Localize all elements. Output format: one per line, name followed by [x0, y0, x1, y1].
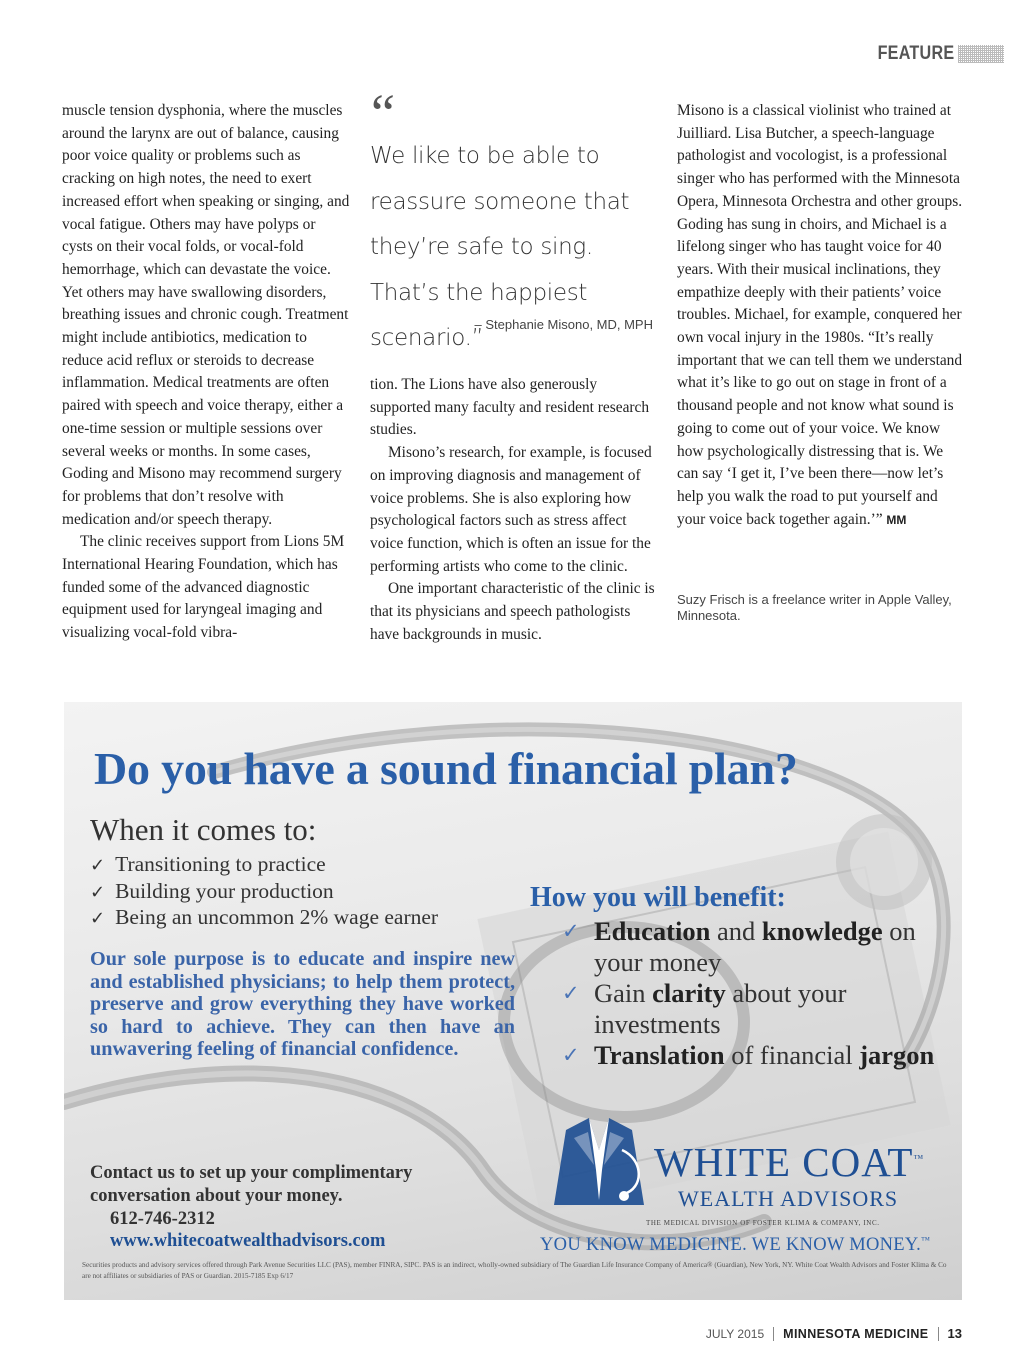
white-coat-logo-icon — [544, 1110, 654, 1220]
end-mark: MM — [886, 512, 907, 527]
paragraph-text: Misono is a classical violinist who trained at Juilliard. Lisa Butcher, a speech-language pathologist and vocologist, is a professional singer who has performed with the Minnesota Opera, Minnesota Orchestra and other groups. Goding has sung in choirs, and Michael is a lifelong singer who has taught voice for 40 years. With their musical inclinations, they empathize deeply with their patients’ voice troubles. Michael, for example, conquered her own vocal injury in the 1980s. “It’s really important that we can tell them we understand what it’s like to go out on stage in front of a thousand people and not know what sound is going to come out of your voice. We know how psychologically distressing that is. We can say ‘I get it, I’ve been there—now let’s help you walk the road to put yourself and your voice back together again.’” — [677, 102, 963, 528]
advertisement — [64, 702, 962, 1300]
benefit-bold: clarity — [652, 978, 726, 1008]
section-header — [864, 42, 1004, 66]
article-column-2 — [370, 374, 655, 646]
logo-subtitle: WEALTH ADVISORS — [678, 1186, 899, 1211]
checkmark-icon: ✓ — [562, 1043, 580, 1067]
article-column-3 — [677, 100, 967, 531]
article-column-1 — [62, 100, 350, 645]
ad-subheading: When it comes to: — [90, 812, 317, 847]
benefit-text: and — [710, 916, 762, 946]
checkmark-icon: ✓ — [90, 855, 106, 876]
paragraph: One important characteristic of the clinic is that its physicians and speech pathologists have backgrounds in music. — [370, 580, 655, 643]
contact-line: conversation about your money. — [90, 1185, 343, 1206]
ad-benefit-heading: How you will benefit: — [530, 882, 786, 913]
logo-name: WHITE COAT — [654, 1139, 914, 1185]
section-label: FEATURE — [877, 43, 954, 64]
trademark-symbol: ™ — [921, 1235, 931, 1245]
logo-wordmark — [654, 1138, 924, 1186]
benefit-bold: Education — [594, 916, 711, 946]
ad-contact-text — [90, 1162, 412, 1207]
page-number: 13 — [947, 1326, 962, 1341]
list-item-label: Building your production — [115, 878, 334, 903]
list-item-label: Transitioning to practice — [115, 852, 326, 876]
ad-disclaimer: Securities products and advisory services offered through Park Avenue Securities LLC (PAS), member FINRA, SIPC. PAS is an indirect, wholly-owned subsidiary of The Guardian Life Insurance Company of America® (Guardian), New York, NY. White Coat Wealth Advisors and Foster Klima & Co are not affiliates or subsidiaries of PAS or Guardian. 2015-7185 Exp 6/17 — [82, 1261, 947, 1280]
ad-purpose-text: Our sole purpose is to educate and inspire new and established physicians; to help them protect, preserve and grow everything they have worked so hard to achieve. They can then have an unwavering feeling of financial confidence. — [90, 948, 515, 1060]
quote-mark-icon: “ — [371, 83, 395, 143]
logo-tagline: THE MEDICAL DIVISION OF FOSTER KLIMA & COMPANY, INC. — [646, 1219, 880, 1227]
divider — [938, 1327, 939, 1341]
paragraph: muscle tension dysphonia, where the muscles around the larynx are out of balance, causing poor voice quality or problems such as cracking on high notes, the need to exert increased effort when speaking or singing, and vocal fatigue. Others may have polyps or cysts on their vocal folds, or vocal-fold hemorrhage, which can devastate the voice. Yet others may have swallowing disorders, breathing issues and chronic cough. Treatment might include antibiotics, medication to reduce acid reflux or steroids to decrease inflammation. Medical treatments are often paired with speech and voice therapy, either a one-time session or multiple sessions over several weeks or months. In some cases, Goding and Misono may recommend surgery for problems that don’t resolve with medication and/or speech therapy. — [62, 102, 350, 528]
issue-date: JULY 2015 — [705, 1326, 765, 1341]
pull-quote-attribution: – Stephanie Misono, MD, MPH — [474, 317, 653, 332]
benefit-bold: knowledge — [761, 916, 883, 946]
contact-line: Contact us to set up your complimentary — [90, 1163, 413, 1183]
trademark-symbol: ™ — [913, 1153, 925, 1165]
checkmark-icon: ✓ — [90, 908, 106, 929]
benefit-text: of financial — [724, 1040, 860, 1070]
ad-topic-list — [90, 852, 438, 932]
page-footer — [706, 1326, 962, 1341]
section-pattern-bar — [958, 45, 1004, 63]
benefit-bold: Translation — [594, 1040, 725, 1070]
benefit-bold: jargon — [859, 1040, 935, 1070]
list-item — [90, 905, 438, 932]
checkmark-icon: ✓ — [562, 981, 580, 1005]
ad-slogan — [540, 1235, 930, 1256]
benefit-text: Gain — [594, 978, 653, 1008]
benefit-text: on your money — [594, 916, 916, 977]
paragraph — [677, 100, 967, 531]
paragraph: Misono’s research, for example, is focused on improving diagnosis and management of voice problems. She is also exploring how psychological factors such as stress affect voice function, which is often an issue for the performing artists who come to the clinic. — [370, 444, 652, 575]
author-note: Suzy Frisch is a freelance writer in Apple Valley, Minnesota. — [677, 592, 952, 623]
benefit-item — [562, 916, 952, 978]
benefit-text: about your investments — [594, 978, 847, 1039]
pull-quote: We like to be able to reassure someone that they’re safe to sing. That’s the happiest scenario.” — [370, 143, 630, 351]
ad-benefit-list — [562, 916, 952, 1071]
benefit-item — [562, 978, 952, 1040]
benefit-item — [562, 1040, 952, 1071]
list-item — [90, 852, 438, 879]
paragraph: tion. The Lions have also generously supported many faculty and resident research studies. — [370, 376, 650, 439]
ad-phone-number: 612-746-2312 — [110, 1209, 215, 1229]
checkmark-icon: ✓ — [90, 881, 106, 903]
ad-website-link[interactable]: www.whitecoatwealthadvisors.com — [110, 1231, 386, 1251]
paragraph: The clinic receives support from Lions 5M International Hearing Foundation, which has funded some of the advanced diagnostic equipment used for laryngeal imaging and visualizing vocal-fold vibra- — [62, 533, 345, 642]
checkmark-icon: ✓ — [562, 919, 580, 943]
divider — [773, 1327, 774, 1341]
ad-headline: Do you have a sound financial plan? — [94, 743, 798, 794]
list-item — [90, 879, 438, 906]
magazine-name: MINNESOTA MEDICINE — [783, 1326, 929, 1341]
slogan-text: YOU KNOW MEDICINE. WE KNOW MONEY. — [540, 1235, 922, 1256]
list-item-label: Being an uncommon 2% wage earner — [115, 905, 439, 929]
